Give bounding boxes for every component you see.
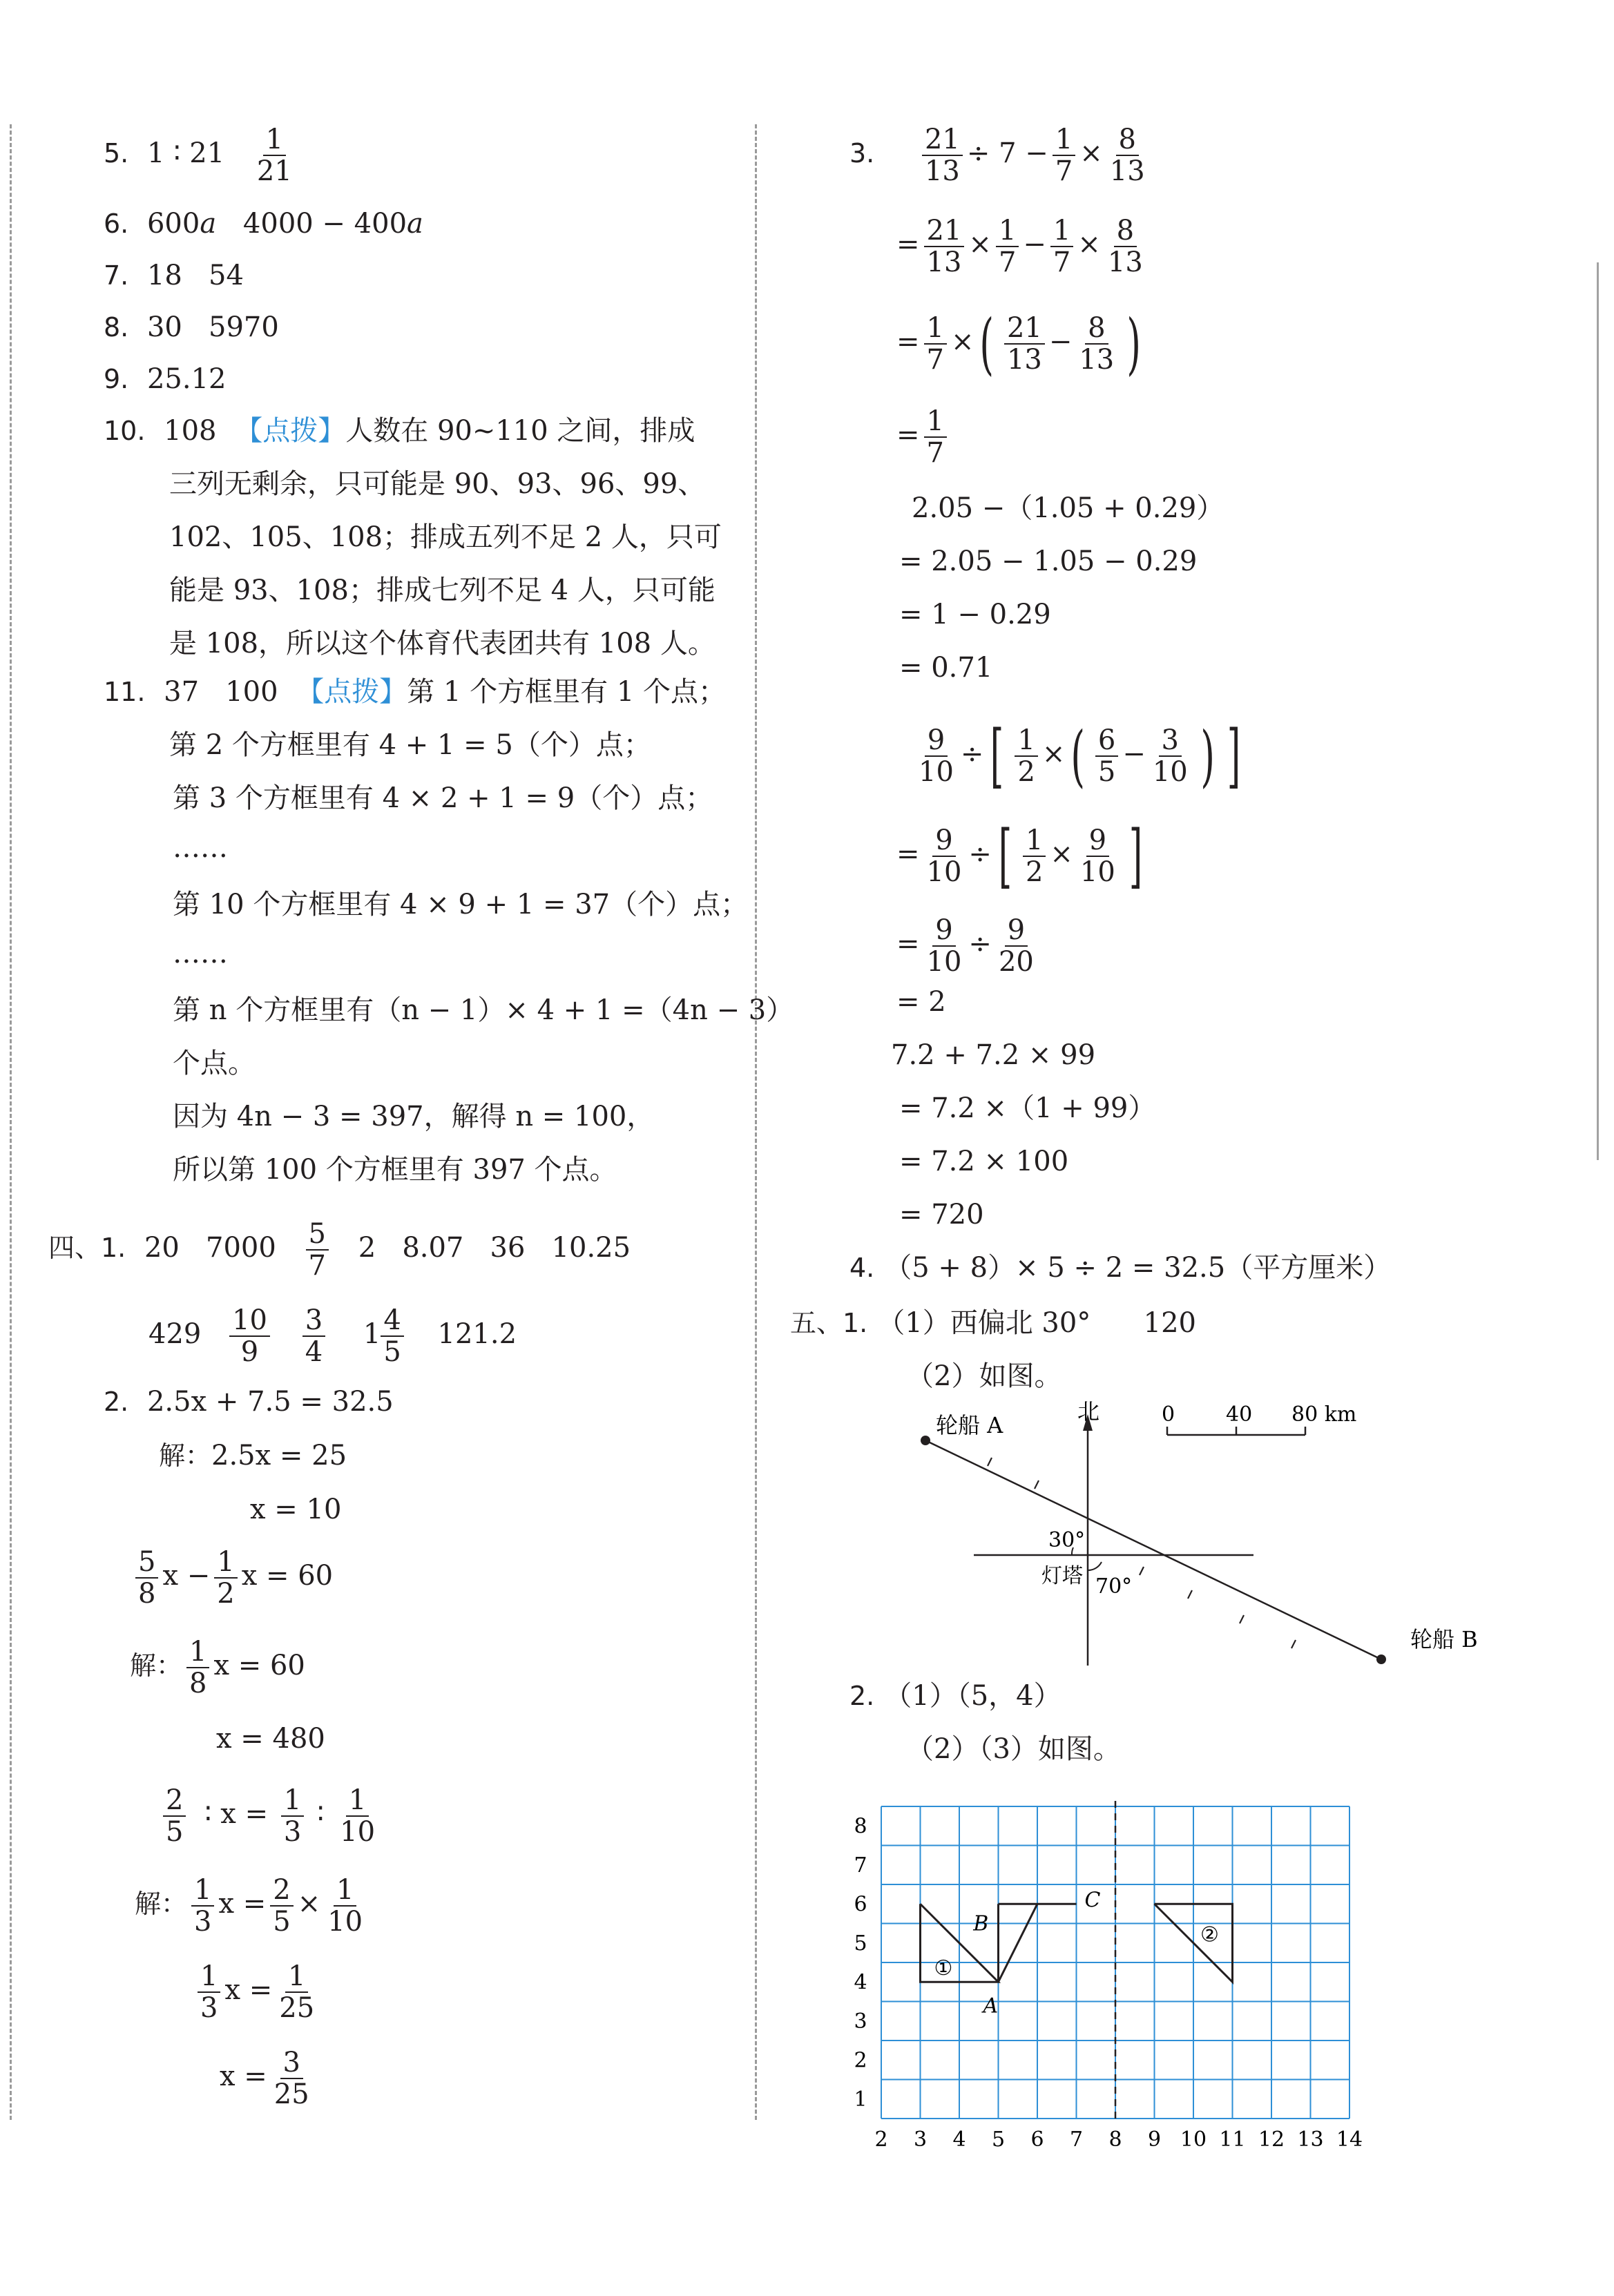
north-label: 北 [1077,1398,1100,1425]
calc-3c-line-1: $\frac{9}{10}$ ÷[ $\frac{1}{2}$ ×( $\frac{6}{5}$ − $\frac{3}{10}$ ) ] [919,715,1241,796]
calc-3b-line-1: 2.05 −（1.05 + 0.29） [912,492,1224,524]
point-b-label: B [973,1911,989,1936]
section-5-q1-part2: （2）如图。 [906,1360,1062,1392]
y-tick-label: 6 [854,1892,867,1917]
calc-3d-line-3: = 7.2 × 100 [899,1146,1069,1177]
ship-a-point [921,1436,930,1445]
equation-3: $\frac{2}{5}$ ∶ x = $\frac{1}{3}$ ∶ $\frac{1}{10}$ [159,1785,382,1847]
calc-3c-line-2: = $\frac{9}{10}$ ÷[ $\frac{1}{2}$ × $\frac{9}{10}$ ] [896,816,1143,896]
calc-3d-line-4: = 720 [899,1199,984,1231]
answer-8: 8. 30 5970 [104,311,279,343]
answer-6: 6. 600a 4000 − 400a [104,208,423,240]
answer-11-line: 第 n 个方框里有（n − 1）× 4 + 1 =（4n − 3） [173,994,794,1026]
equation-2: $\frac{5}{8}$ x − $\frac{1}{2}$ x = 60 [131,1547,333,1609]
route-ticks [988,1458,1296,1648]
map-scale-bar [1162,1402,1356,1435]
shape-2-label: ② [1200,1922,1219,1947]
section-5-q2: 2. （1）（5，4） [849,1680,1061,1712]
calc-3b-line-2: = 2.05 − 1.05 − 0.29 [899,546,1198,577]
point-a-label: A [983,1994,999,2018]
calc-3c-line-3: = $\frac{9}{10}$ ÷ $\frac{9}{20}$ [896,914,1034,978]
answer-11-line: 所以第 100 个方框里有 397 个点。 [173,1154,617,1186]
left-margin-dashed-line [10,124,12,2120]
x-tick-label: 7 [1069,2128,1084,2152]
x-tick-label: 4 [952,2128,966,2152]
equation-2-step-1: 解： $\frac{1}{8}$ x = 60 [130,1636,305,1699]
ship-a-label: 轮船 A [936,1412,1003,1438]
y-tick-label: 8 [854,1814,867,1839]
lighthouse-label: 灯塔 [1041,1564,1083,1588]
y-tick-label: 4 [854,1970,867,1995]
equation-3-step-1: 解： $\frac{1}{3}$ x = $\frac{2}{5}$ × $\frac{1}{10}$ [135,1874,363,1938]
calc-3b-line-3: = 1 − 0.29 [899,599,1051,630]
answer-11-line: 第 10 个方框里有 4 × 9 + 1 = 37（个）点； [173,889,749,920]
answer-11-line: 第 2 个方框里有 4 + 1 = 5（个）点； [169,729,651,761]
section-4-q1-row1: 四、1. 20 7000 $\frac{5}{7}$ 2 8.07 36 10.25 [48,1218,631,1282]
y-tick-label: 7 [854,1853,867,1878]
answer-7: 7. 18 54 [104,260,244,291]
x-tick-label: 5 [991,2128,1006,2152]
equation-2-step-2: x = 480 [216,1723,325,1755]
ship-b-label: 轮船 B [1410,1626,1478,1652]
x-tick-label: 10 [1180,2128,1207,2152]
answer-11-line: 个点。 [173,1048,256,1079]
fraction: $\frac{1}{21}$ [256,124,292,187]
calc-3d-line-2: = 7.2 ×（1 + 99） [899,1092,1156,1124]
answer-11-line: …… [173,938,228,969]
svg-text:80 km: 80 km [1291,1402,1357,1427]
answer-11-line: 第 3 个方框里有 4 × 2 + 1 = 9（个）点； [173,782,713,814]
shape-1-label: ① [934,1956,953,1980]
answer-10: 10. 108 【点拨】人数在 90~110 之间，排成 [104,415,695,447]
scan-edge-mark [1597,262,1599,1160]
coordinate-grid [836,1782,1499,2152]
x-tick-label: 12 [1258,2128,1285,2152]
equation-3-step-3: x = $\frac{3}{25}$ [220,2047,309,2110]
x-tick-label: 3 [913,2128,928,2152]
equation-1-step-2: x = 10 [250,1494,342,1525]
y-tick-label: 1 [854,2087,867,2112]
x-tick-label: 14 [1336,2128,1363,2152]
ship-route-line [925,1440,1381,1659]
point-c-label: C [1084,1888,1101,1913]
y-tick-label: 2 [854,2048,867,2073]
x-tick-label: 8 [1108,2128,1122,2152]
answer-4: 4. （5 + 8）× 5 ÷ 2 = 32.5（平方厘米） [849,1252,1392,1284]
svg-text:0: 0 [1162,1402,1175,1427]
svg-text:40: 40 [1226,1402,1253,1427]
section-5-q1: 五、1. （1）西偏北 30° 120 [790,1307,1196,1339]
ship-b-point [1376,1655,1386,1664]
angle-70-label: 70° [1095,1574,1133,1599]
hint-tag: 【点拨】 [296,676,407,708]
answer-10-line: 是 108，所以这个体育代表团共有 108 人。 [169,628,715,659]
calc-3a-line-2: = $\frac{21}{13}$ × $\frac{1}{7}$ − $\frac{1}{7}$ × $\frac{8}{13}$ [896,215,1143,278]
equation-1: 2. 2.5x + 7.5 = 32.5 [104,1386,394,1418]
hint-tag: 【点拨】 [235,415,346,447]
calc-3c-line-4: = 2 [896,986,946,1018]
answer-10-line: 能是 93、108；排成七列不足 4 人，只可能 [169,575,715,606]
angle-30-label: 30° [1048,1528,1086,1552]
answer-11-line: …… [173,832,228,864]
calc-3a-line-1: 3. $\frac{21}{13}$ ÷ 7 − $\frac{1}{7}$ × $\frac{8}{13}$ [849,124,1145,187]
calc-3a-line-4: = $\frac{1}{7}$ [896,406,951,468]
answer-9: 9. 25.12 [104,363,227,395]
x-tick-label: 13 [1297,2128,1324,2152]
answer-5: 5. 1 ∶ 21 $\frac{1}{21}$ [104,124,299,186]
angle-arc-70 [1088,1562,1102,1570]
y-tick-label: 3 [854,2009,867,2034]
column-divider-dashed-line [755,124,757,2120]
equation-3-step-2: $\frac{1}{3}$ x = $\frac{1}{25}$ [193,1961,321,2023]
x-tick-label: 6 [1030,2128,1044,2152]
equation-1-step-1: 解：2.5x = 25 [159,1440,347,1472]
x-tick-label: 2 [874,2128,888,2152]
y-axis-labels [854,1815,867,2112]
x-tick-label: 11 [1219,2128,1246,2152]
answer-10-line: 三列无剩余，只可能是 90、93、96、99、 [169,468,706,500]
answer-11: 11. 37 100 【点拨】第 1 个方框里有 1 个点； [104,676,727,708]
x-axis-labels [874,2128,1363,2152]
section-4-q1-row2: 429 $\frac{10}{9}$ $\frac{3}{4}$ 1 $\frac{4}{5}$ 121.2 [148,1304,517,1368]
calc-3a-line-3: = $\frac{1}{7}$ ×( $\frac{21}{13}$ − $\frac{8}{13}$ ) [896,305,1142,383]
x-tick-label: 9 [1147,2128,1162,2152]
calc-3d-line-1: 7.2 + 7.2 × 99 [891,1039,1096,1071]
answer-10-line: 102、105、108；排成五列不足 2 人，只可 [169,521,722,553]
direction-map [877,1398,1499,1678]
answer-11-line: 因为 4n − 3 = 397，解得 n = 100， [173,1101,655,1132]
calc-3b-line-4: = 0.71 [899,652,993,684]
y-tick-label: 5 [854,1931,867,1956]
section-5-q2-part2: （2）（3）如图。 [906,1733,1121,1765]
